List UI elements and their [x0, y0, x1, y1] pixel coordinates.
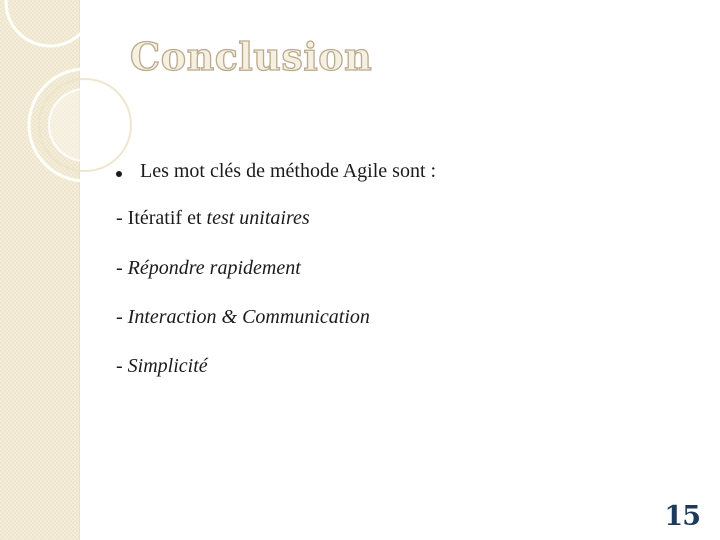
- keyword-line-4: [116, 355, 208, 378]
- line-italic-text: Répondre rapidement: [127, 257, 301, 279]
- bullet-text: Les mot clés de méthode Agile sont :: [140, 160, 437, 182]
- keyword-line-1: [116, 207, 310, 230]
- line-dash: -: [116, 257, 128, 279]
- line-plain-text: Itératif et: [127, 207, 207, 229]
- page-number: 15: [664, 501, 700, 532]
- keyword-line-2: [116, 257, 301, 280]
- band-edge-divider: [79, 0, 80, 540]
- line-italic-text: Simplicité: [127, 355, 208, 377]
- line-dash: -: [116, 306, 128, 328]
- bullet-item: [116, 160, 436, 183]
- line-dash: -: [116, 355, 128, 377]
- line-italic-text: test unitaires: [206, 207, 310, 229]
- slide-title: Conclusion: [130, 34, 373, 79]
- line-dash: -: [116, 207, 128, 229]
- left-textured-band: [0, 0, 79, 540]
- line-italic-text: Interaction & Communication: [127, 306, 370, 328]
- keyword-line-3: [116, 306, 370, 329]
- bullet-dot-icon: [116, 171, 122, 177]
